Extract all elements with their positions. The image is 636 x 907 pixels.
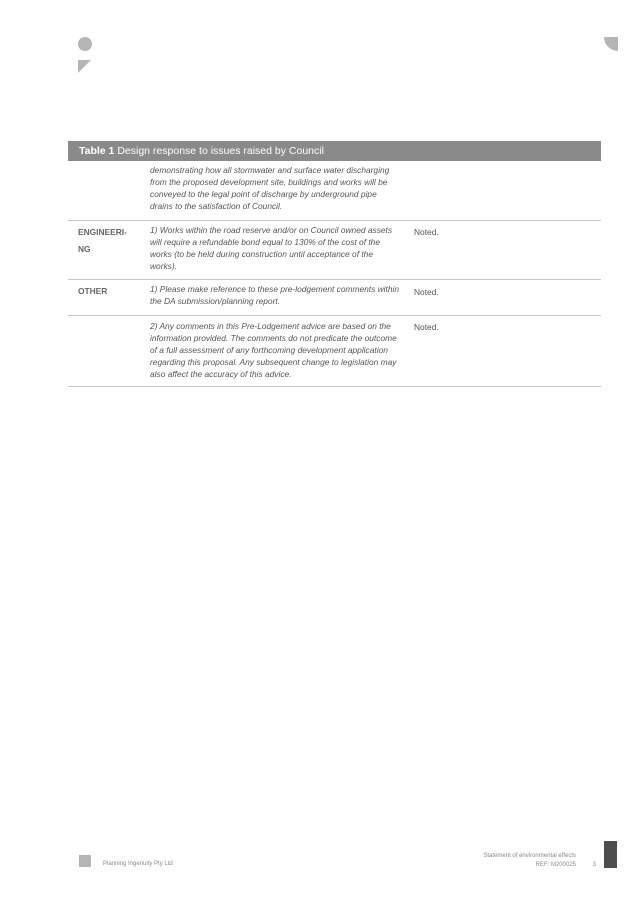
row-category: ENGINEERI-NG <box>78 227 127 254</box>
footer-document-title: Statement of environmental effects <box>483 853 576 859</box>
logo-circle <box>78 37 92 51</box>
row-comment: 1) Please make reference to these pre-lodgement comments within the DA submission/planning report. <box>150 284 400 306</box>
table-row <box>68 280 601 316</box>
page-number: 3 <box>592 862 596 868</box>
footer-reference: REF: M200025 <box>535 862 576 868</box>
footer-logo-square <box>79 855 91 867</box>
row-comment: demonstrating how all stormwater and surface water discharging from the proposed development site, buildings and works will be conveyed to the legal point of discharge by underground pipe drains to the satisfaction of Council. <box>150 165 390 211</box>
design-response-table <box>68 161 601 387</box>
footer-bar <box>604 841 617 868</box>
table-caption: Design response to issues raised by Council <box>114 145 324 157</box>
row-response: Noted. <box>414 227 439 237</box>
table-number: Table 1 <box>79 145 115 157</box>
table-title <box>68 141 601 161</box>
row-category: OTHER <box>78 286 108 296</box>
row-response: Noted. <box>414 287 439 297</box>
row-comment: 2) Any comments in this Pre-Lodgement advice are based on the information provided. The comments do not predicate the outcome of a full assessment of any forthcoming development application regarding this proposal. Any subsequent change to legislation may also affect the accuracy of this advice. <box>150 321 397 379</box>
table-row <box>68 221 601 280</box>
table-row <box>68 161 601 221</box>
corner-mark <box>604 37 618 51</box>
row-comment: 1) Works within the road reserve and/or on Council owned assets will require a refundable bond equal to 130% of the cost of the works (to be held during construction until acceptance of the works). <box>150 225 393 271</box>
logo-triangle <box>78 60 91 73</box>
footer-company: Planning Ingenuity Pty Ltd <box>103 861 173 867</box>
row-response: Noted. <box>414 322 439 332</box>
table-row <box>68 316 601 387</box>
